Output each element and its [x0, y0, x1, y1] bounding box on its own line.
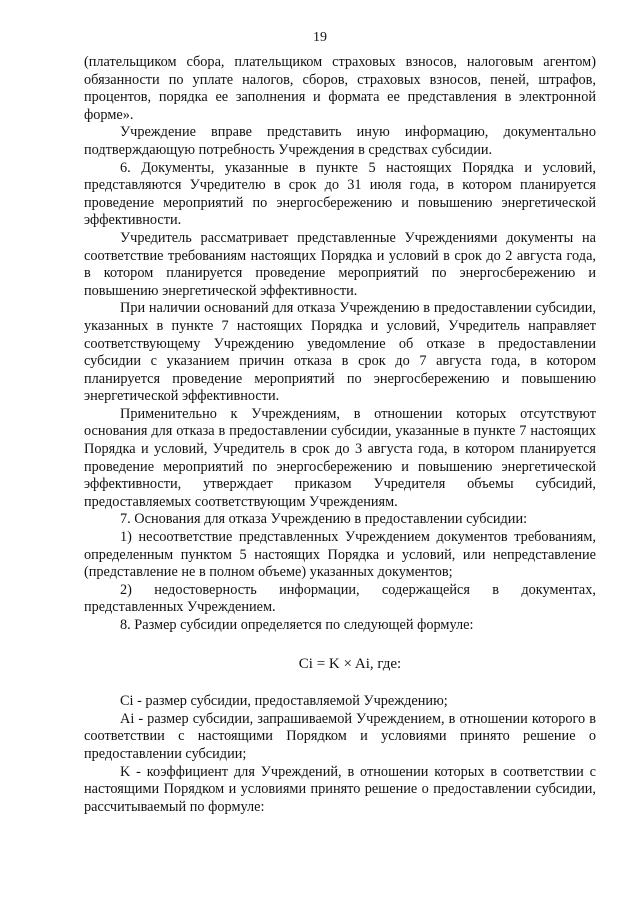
definition-ai: Ai - размер субсидии, запрашиваемой Учреждением, в отношении которого в соответствии с настоящими Порядком и условиями принято решение о предоставлении субсидии;: [84, 710, 596, 762]
paragraph-2: 6. Документы, указанные в пункте 5 настоящих Порядка и условий, представляются Учредителю в срок до 31 июля года, в котором планируется проведение мероприятий по энергосбережению и повышению энергетической эффективности.: [84, 159, 596, 229]
paragraph-3: Учредитель рассматривает представленные Учреждениями документы на соответствие требованиям настоящих Порядка и условий в срок до 2 августа года, в котором планируется проведение мероприятий по энергосбережению и повышению энергетической эффективности.: [84, 229, 596, 299]
paragraph-6: 7. Основания для отказа Учреждению в предоставлении субсидии:: [120, 511, 528, 528]
page-number: 19: [313, 30, 327, 45]
definition-k: K - коэффициент для Учреждений, в отношении которых в соответствии с настоящими Порядком и условиями принято решение о предоставлении субсидии, рассчитываемый по формуле:: [84, 763, 596, 815]
paragraph-8: 2) недостоверность информации, содержащейся в документах, представленных Учреждением.: [84, 581, 596, 616]
paragraph-5: Применительно к Учреждениям, в отношении которых отсутствуют основания для отказа в предоставлении субсидии, указанные в пункте 7 настоящих Порядка и условий, Учредитель в срок до 3 августа года, в котором планируется проведение мероприятий по энергосбережению и повышению энергетической эффективности, утверждает приказом Учредителя объемы субсидий, предоставляемых соответствующим Учреждениям.: [84, 405, 596, 510]
subsidy-formula: Ci = K × Ai, где:: [298, 655, 402, 672]
paragraph-4: При наличии оснований для отказа Учреждению в предоставлении субсидии, указанных в пункте 7 настоящих Порядка и условий, Учредитель направляет соответствующему Учреждению уведомление об отказе в предоставлении субсидии с указанием причин отказа в срок до 7 августа года, в котором планируется проведение мероприятий по энергосбережению и повышению энергетической эффективности.: [84, 300, 596, 405]
paragraph-9: 8. Размер субсидии определяется по следующей формуле:: [120, 617, 474, 633]
paragraph-1: Учреждение вправе представить иную информацию, документально подтверждающую потребность Учреждения в средствах субсидии.: [84, 124, 596, 158]
definition-ci: Ci - размер субсидии, предоставляемой Учреждению;: [120, 693, 448, 710]
paragraph-0: (плательщиком сбора, плательщиком страховых взносов, налоговым агентом) обязанности по уплате налогов, сборов, страховых взносов, пеней, штрафов, процентов, порядка ее заполнения и формата ее представления в электронной форме».: [84, 54, 596, 123]
paragraph-7: 1) несоответствие представленных Учреждением документов требованиям, определенным пунктом 5 настоящих Порядка и условий, или непредставление (представление не в полном объеме) указанных документов;: [84, 529, 596, 581]
document-body: [84, 54, 596, 816]
